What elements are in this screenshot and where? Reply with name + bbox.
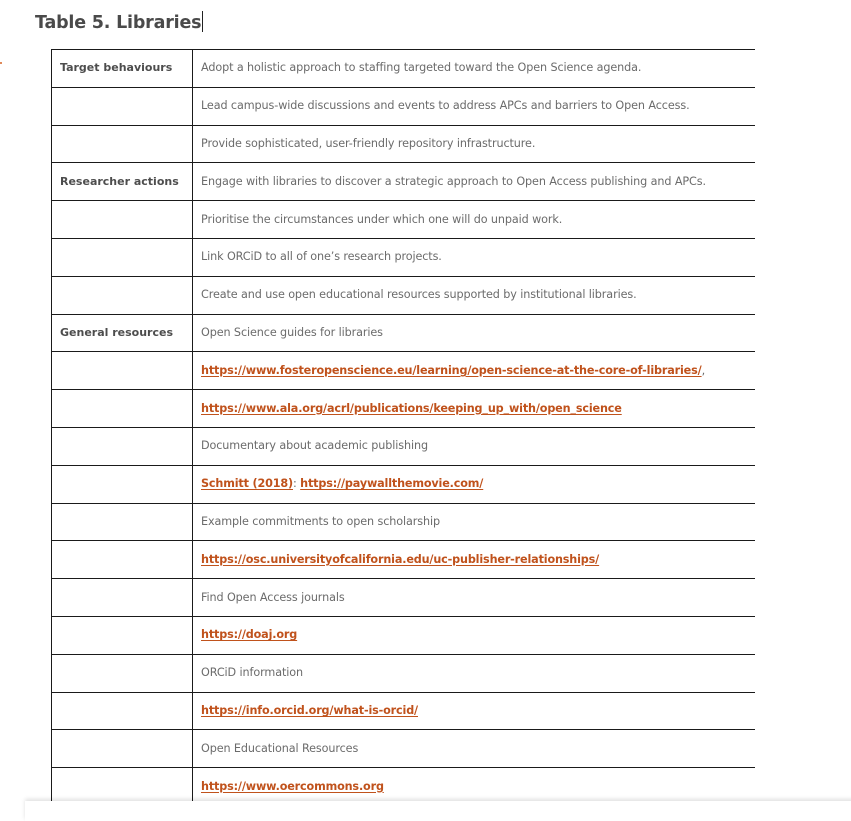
- row-value: Example commitments to open scholarship: [193, 503, 756, 541]
- table-row: [52, 276, 756, 314]
- paywall-movie-link[interactable]: https://paywallthemovie.com/: [300, 477, 484, 491]
- row-label: [52, 730, 193, 768]
- row-value: Engage with libraries to discover a strategic approach to Open Access publishing and APCs.: [193, 163, 756, 201]
- libraries-table: [51, 49, 755, 806]
- row-label: [52, 352, 193, 390]
- row-label: [52, 579, 193, 617]
- row-value: [193, 352, 756, 390]
- row-value: Lead campus-wide discussions and events to address APCs and barriers to Open Access.: [193, 87, 756, 125]
- row-value: [193, 692, 756, 730]
- row-value: [193, 768, 756, 806]
- row-value: Provide sophisticated, user-friendly repository infrastructure.: [193, 125, 756, 163]
- text-cursor: [202, 11, 203, 32]
- row-value: [193, 616, 756, 654]
- row-value: Documentary about academic publishing: [193, 427, 756, 465]
- table-row: [52, 125, 756, 163]
- row-label: [52, 87, 193, 125]
- table-row: [52, 541, 756, 579]
- row-label: [52, 427, 193, 465]
- row-value: [193, 390, 756, 428]
- row-label: [52, 616, 193, 654]
- row-value: Link ORCiD to all of one’s research projects.: [193, 238, 756, 276]
- table-row: [52, 579, 756, 617]
- row-label: General resources: [52, 314, 193, 352]
- row-label: [52, 276, 193, 314]
- link-separator: :: [293, 477, 301, 491]
- link-suffix: ,: [701, 363, 706, 377]
- table-row: [52, 314, 756, 352]
- table-row: [52, 390, 756, 428]
- table-row: [52, 352, 756, 390]
- row-value: Create and use open educational resources supported by institutional libraries.: [193, 276, 756, 314]
- table-row: [52, 87, 756, 125]
- table-row: [52, 730, 756, 768]
- uc-publisher-relationships-link[interactable]: https://osc.universityofcalifornia.edu/uc-publisher-relationships/: [201, 552, 600, 566]
- table-row: [52, 238, 756, 276]
- row-value: Prioritise the circumstances under which one will do unpaid work.: [193, 201, 756, 239]
- row-value: Open Science guides for libraries: [193, 314, 756, 352]
- row-label: [52, 465, 193, 503]
- table-row: [52, 768, 756, 806]
- row-value: Open Educational Resources: [193, 730, 756, 768]
- table-title[interactable]: [35, 11, 203, 35]
- row-label: Target behaviours: [52, 50, 193, 88]
- table-row: [52, 616, 756, 654]
- row-value: Find Open Access journals: [193, 579, 756, 617]
- table-row: [52, 692, 756, 730]
- row-label: [52, 390, 193, 428]
- orcid-info-link[interactable]: https://info.orcid.org/what-is-orcid/: [201, 703, 418, 717]
- table-row: [52, 163, 756, 201]
- foster-open-science-link[interactable]: https://www.fosteropenscience.eu/learning/open-science-at-the-core-of-libraries/: [201, 363, 702, 377]
- table-row: [52, 654, 756, 692]
- table-row: [52, 201, 756, 239]
- schmitt-citation-link[interactable]: Schmitt (2018): [201, 477, 293, 491]
- row-label: [52, 654, 193, 692]
- row-label: [52, 692, 193, 730]
- doaj-link[interactable]: https://doaj.org: [201, 628, 298, 642]
- row-label: [52, 541, 193, 579]
- table-title-text: Table 5. Libraries: [35, 13, 202, 33]
- oercommons-link[interactable]: https://www.oercommons.org: [201, 779, 384, 793]
- row-value: [193, 541, 756, 579]
- row-value: [193, 465, 756, 503]
- row-label: [52, 238, 193, 276]
- bottom-panel: [25, 801, 851, 821]
- row-value: ORCiD information: [193, 654, 756, 692]
- row-label: [52, 768, 193, 806]
- table-row: [52, 427, 756, 465]
- row-label: [52, 201, 193, 239]
- table-row: [52, 503, 756, 541]
- table-row: [52, 50, 756, 88]
- row-label: Researcher actions: [52, 163, 193, 201]
- edge-marker: [0, 62, 2, 64]
- ala-open-science-link[interactable]: https://www.ala.org/acrl/publications/keeping_up_with/open_science: [201, 401, 622, 415]
- table-row: [52, 465, 756, 503]
- row-label: [52, 125, 193, 163]
- row-value: Adopt a holistic approach to staffing targeted toward the Open Science agenda.: [193, 50, 756, 88]
- row-label: [52, 503, 193, 541]
